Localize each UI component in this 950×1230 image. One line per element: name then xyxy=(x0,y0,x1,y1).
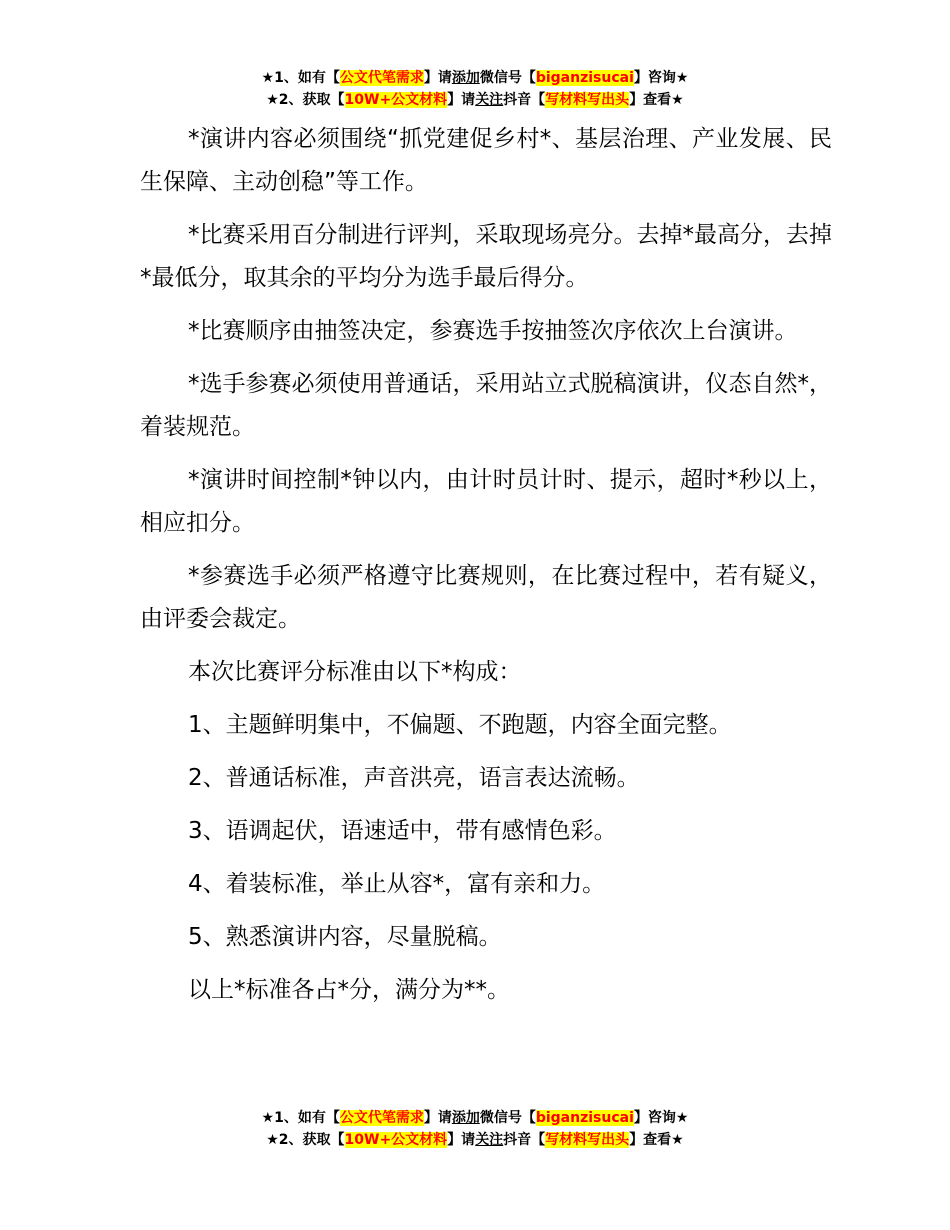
paragraph: 以上*标准各占*分，满分为**。 xyxy=(188,977,510,1003)
paragraph: *比赛采用百分制进行评判，采取现场亮分。去掉*最高分，去掉*最低分，取其余的平均分为选手最后得分。 xyxy=(140,222,832,291)
criteria-item: 3、语调起伏，语速适中，带有感情色彩。 xyxy=(188,818,617,844)
criteria-item: 2、普通话标准，声音洪亮，语言表达流畅。 xyxy=(188,765,640,791)
underlined-text: 关注 xyxy=(475,1132,504,1148)
highlight-materials: 10W+公文材料 xyxy=(344,92,448,108)
underlined-text: 添加 xyxy=(451,70,480,86)
highlight-wechat-id: biganzisucai xyxy=(535,70,634,86)
highlight-wechat-id: biganzisucai xyxy=(535,1110,634,1126)
banner-text: 微信号【 xyxy=(479,70,536,86)
underlined-text: 关注 xyxy=(475,92,504,108)
banner-line-1 xyxy=(0,1107,950,1129)
banner-text: 】查看★ xyxy=(629,1132,684,1148)
banner-text: 】请 xyxy=(447,1132,476,1148)
highlight-materials: 10W+公文材料 xyxy=(344,1132,448,1148)
banner-text: ★1、如有【 xyxy=(261,1110,340,1126)
header-banner xyxy=(0,67,950,111)
banner-text: 】咨询★ xyxy=(633,1110,689,1126)
banner-line-2 xyxy=(0,89,950,111)
banner-text: ★2、获取【 xyxy=(266,92,345,108)
paragraph: *选手参赛必须使用普通话，采用站立式脱稿演讲，仪态自然*，着装规范。 xyxy=(140,371,832,440)
paragraph: *参赛选手必须严格遵守比赛规则，在比赛过程中，若有疑义，由评委会裁定。 xyxy=(140,563,832,632)
paragraph: *演讲时间控制*钟以内，由计时员计时、提示，超时*秒以上，相应扣分。 xyxy=(140,467,832,536)
paragraph: 本次比赛评分标准由以下*构成： xyxy=(188,659,522,685)
banner-text: 】查看★ xyxy=(629,92,684,108)
criteria-item: 4、着装标准，举止从容*，富有亲和力。 xyxy=(188,871,606,897)
highlight-douyin: 写材料写出头 xyxy=(545,92,630,108)
banner-text: 抖音【 xyxy=(503,92,546,108)
highlight-service: 公文代笔需求 xyxy=(339,70,424,86)
banner-line-1 xyxy=(0,67,950,89)
highlight-douyin: 写材料写出头 xyxy=(545,1132,630,1148)
banner-text: 】请 xyxy=(423,1110,452,1126)
paragraph: *比赛顺序由抽签决定，参赛选手按抽签次序依次上台演讲。 xyxy=(188,318,798,344)
footer-banner xyxy=(0,1107,950,1151)
banner-text: 】请 xyxy=(447,92,476,108)
paragraph: *演讲内容必须围绕“抓党建促乡村*、基层治理、产业发展、民生保障、主动创稳”等工作。 xyxy=(140,126,832,195)
underlined-text: 添加 xyxy=(451,1110,480,1126)
banner-line-2 xyxy=(0,1129,950,1151)
criteria-item: 1、主题鲜明集中，不偏题、不跑题，内容全面完整。 xyxy=(188,712,732,738)
document-body xyxy=(140,118,832,1022)
criteria-item: 5、熟悉演讲内容，尽量脱稿。 xyxy=(188,924,502,950)
banner-text: ★2、获取【 xyxy=(266,1132,345,1148)
banner-text: 】请 xyxy=(423,70,452,86)
banner-text: 微信号【 xyxy=(479,1110,536,1126)
banner-text: 】咨询★ xyxy=(633,70,689,86)
highlight-service: 公文代笔需求 xyxy=(339,1110,424,1126)
banner-text: 抖音【 xyxy=(503,1132,546,1148)
banner-text: ★1、如有【 xyxy=(261,70,340,86)
